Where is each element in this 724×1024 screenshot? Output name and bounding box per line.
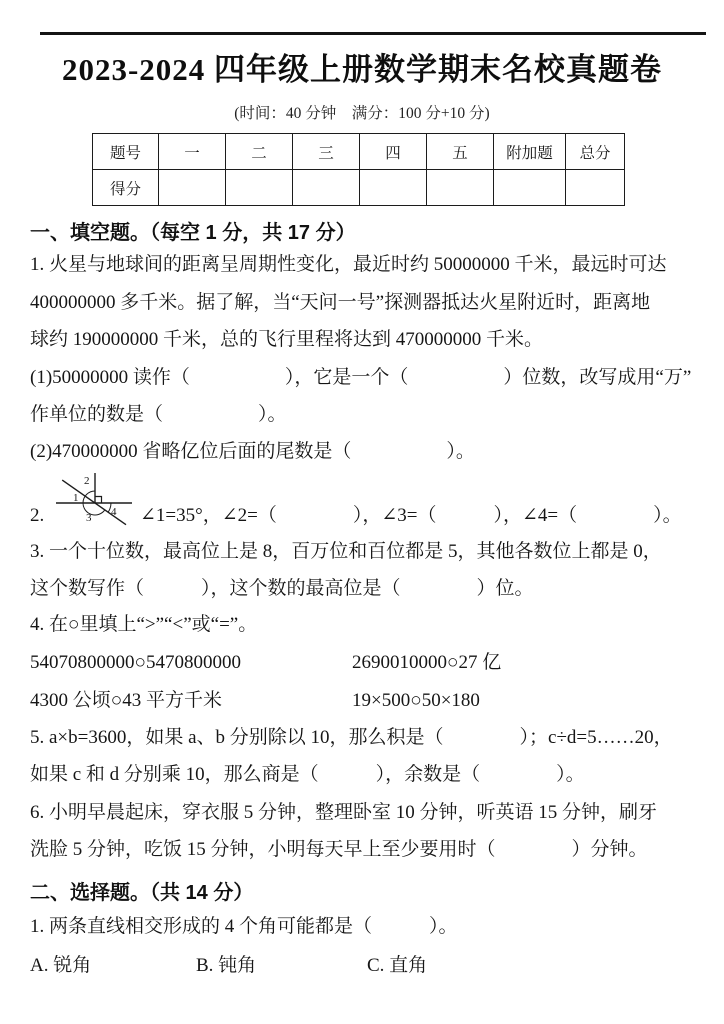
choice-q1-text: 1. 两条直线相交形成的 4 个角可能都是（ ）。 bbox=[30, 916, 458, 937]
compare-r1-left: 54070800000○5470800000 bbox=[30, 652, 241, 673]
exam-subtitle: (时间：40 分钟 满分：100 分+10 分) bbox=[234, 105, 490, 122]
score-table-cell-total: 总分 bbox=[566, 134, 625, 170]
score-table-cell-section3: 三 bbox=[293, 134, 360, 170]
score-row-label: 得分 bbox=[93, 170, 159, 206]
score-table-score-row bbox=[93, 170, 625, 206]
compare-r2-left: 4300 公顷○43 平方千米 bbox=[30, 690, 222, 711]
q6-line2: 洗脸 5 分钟，吃饭 15 分钟，小明每天早上至少要用时（ ）分钟。 bbox=[30, 839, 648, 860]
score-blank-cell bbox=[494, 170, 566, 206]
angle2-label: 2 bbox=[84, 475, 90, 487]
score-blank-cell bbox=[159, 170, 226, 206]
q2-text: ∠1=35°，∠2=（ ），∠3=（ ），∠4=（ ）。 bbox=[140, 505, 682, 526]
score-blank-cell bbox=[427, 170, 494, 206]
q1-sub2-line: (2)470000000 省略亿位后面的尾数是（ ）。 bbox=[30, 441, 475, 462]
q6-line1: 6. 小明早晨起床，穿衣服 5 分钟，整理卧室 10 分钟，听英语 15 分钟，刷牙 bbox=[30, 802, 658, 823]
score-table-cell-section4: 四 bbox=[360, 134, 427, 170]
q1-line2: 400000000 多千米。据了解，当“天问一号”探测器抵达火星附近时，距离地 bbox=[30, 292, 651, 313]
angle4-label: 4 bbox=[111, 506, 117, 518]
score-table-cell-section5: 五 bbox=[427, 134, 494, 170]
q3-line2: 这个数写作（ ），这个数的最高位是（ ）位。 bbox=[30, 578, 534, 599]
section1-heading: 一、填空题。（每空 1 分，共 17 分） bbox=[30, 222, 356, 244]
angle1-label: 1 bbox=[73, 492, 79, 504]
q1-line1: 1. 火星与地球间的距离呈周期性变化，最近时约 50000000 千米，最远时可达 bbox=[30, 254, 667, 275]
compare-r1-right: 2690010000○27 亿 bbox=[352, 652, 502, 673]
choice-q1-option-c: C. 直角 bbox=[367, 955, 428, 976]
score-blank-cell bbox=[360, 170, 427, 206]
score-blank-cell bbox=[226, 170, 293, 206]
angle3-label: 3 bbox=[86, 512, 92, 524]
choice-q1-option-b: B. 钝角 bbox=[196, 955, 257, 976]
q3-line1: 3. 一个十位数，最高位上是 8，百万位和百位都是 5，其他各数位上都是 0， bbox=[30, 541, 662, 562]
score-table-cell-section2: 二 bbox=[226, 134, 293, 170]
q1-sub1-line1: (1)50000000 读作（ ），它是一个（ ）位数，改写成用“万” bbox=[30, 367, 692, 388]
q1-line3: 球约 190000000 千米，总的飞行里程将达到 470000000 千米。 bbox=[30, 329, 544, 350]
score-table bbox=[92, 133, 625, 206]
compare-r2-right: 19×500○50×180 bbox=[352, 690, 480, 711]
score-table-cell-bonus: 附加题 bbox=[494, 134, 566, 170]
score-table-header-row bbox=[93, 134, 625, 170]
q1-sub1-line2: 作单位的数是（ ）。 bbox=[30, 404, 287, 425]
score-table-cell-label: 题号 bbox=[93, 134, 159, 170]
q2-number: 2. bbox=[30, 505, 45, 526]
score-blank-cell bbox=[566, 170, 625, 206]
top-rule bbox=[40, 32, 706, 35]
score-blank-cell bbox=[293, 170, 360, 206]
right-angle-mark bbox=[95, 497, 102, 504]
angle-figure bbox=[54, 468, 134, 536]
angle-figure-svg bbox=[54, 468, 134, 536]
section2-heading: 二、选择题。（共 14 分） bbox=[30, 882, 254, 904]
q4-text: 4. 在○里填上“>”“<”或“=”。 bbox=[30, 614, 258, 635]
q5-line2: 如果 c 和 d 分别乘 10，那么商是（ ），余数是（ ）。 bbox=[30, 764, 585, 785]
score-table-cell-section1: 一 bbox=[159, 134, 226, 170]
choice-q1-option-a: A. 锐角 bbox=[30, 955, 92, 976]
q5-line1: 5. a×b=3600，如果 a、b 分别除以 10，那么积是（ ）；c÷d=5……20， bbox=[30, 727, 673, 748]
exam-title: 2023-2024 四年级上册数学期末名校真题卷 bbox=[61, 52, 663, 87]
